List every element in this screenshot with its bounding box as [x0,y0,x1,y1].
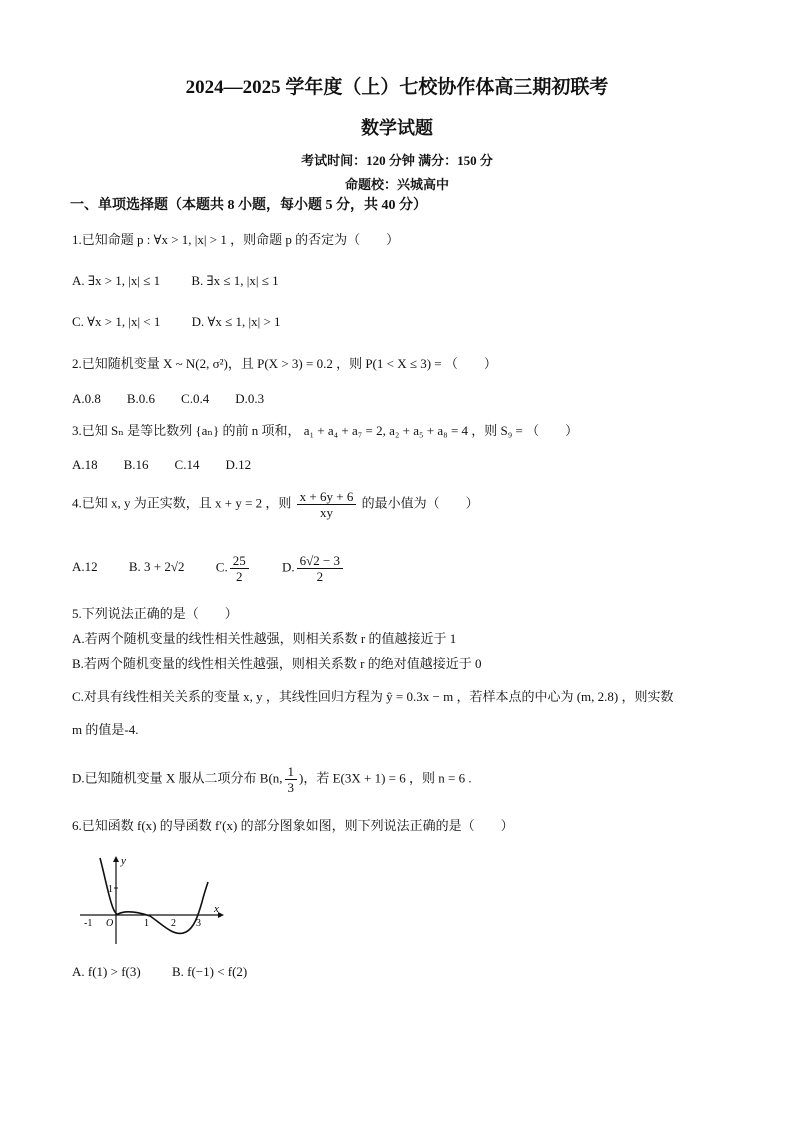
q5-option-a: A.若两个随机变量的线性相关性越强，则相关系数 r 的值越接近于 1 [72,631,457,646]
q4-stem-pre: 4.已知 x, y 为正实数，且 x + y = 2 ，则 [72,495,292,511]
q1-option-a: A. ∃x > 1, |x| ≤ 1 [72,273,161,288]
q4-fraction [297,489,357,520]
q4-frac-num: x + 6y + 6 [297,489,357,505]
q6-option-a: A. f(1) > f(3) [72,964,141,979]
q4-stem-post: 的最小值为（ ） [361,495,479,511]
section-heading: 一、单项选择题（本题共 8 小题，每小题 5 分，共 40 分） [70,198,427,213]
x-tick-2: 2 [171,918,176,929]
subject-title: 数学试题 [361,118,433,138]
exam-title: 2024—2025 学年度（上）七校协作体高三期初联考 [185,77,609,98]
q4-option-d-num: 6√2 − 3 [297,553,343,569]
q3-options: A.18 B.16 C.14 D.12 [72,457,252,472]
y-axis-label: y [121,855,126,867]
q4-option-d-den: 2 [316,569,324,584]
q1-option-d: D. ∀x ≤ 1, |x| > 1 [191,314,281,329]
q1-option-b: B. ∃x ≤ 1, |x| ≤ 1 [191,273,279,288]
x-tick-neg1: -1 [84,918,93,929]
q4-option-b: B. 3 + 2√2 [128,559,185,575]
q4-option-d-label: D. [281,559,295,575]
q5-option-c-cont: m 的值是-4. [72,722,139,737]
y-axis-arrow [113,856,119,862]
q5-option-d [72,764,472,795]
q3-stem: 3.已知 Sₙ 是等比数列 {aₙ} 的前 n 项和， a₁ + a₄ + a₇ = 2, a₂ + a₅ + a₈ = 4 ，则 S₉ = （ ） [72,423,579,438]
q4-options [72,553,373,584]
q6-stem: 6.已知函数 f(x) 的导函数 f′(x) 的部分图象如图，则下列说法正确的是（ ） [72,818,514,833]
q4-frac-den: xy [320,505,333,520]
q1-stem: 1.已知命题 p : ∀x > 1, |x| > 1 ，则命题 p 的否定为（ ） [72,232,400,247]
q6-option-b: B. f(−1) < f(2) [171,964,248,979]
q4-stem [72,489,479,520]
q4-option-c-den: 2 [235,569,243,584]
q2-stem: 2.已知随机变量 X ~ N(2, σ²)，且 P(X > 3) = 0.2 ，则 P(1 < X ≤ 3) = （ ） [72,356,497,371]
q5-option-d-frac [285,764,298,795]
q1-option-c: C. ∀x > 1, |x| < 1 [72,314,161,329]
q5-stem: 5.下列说法正确的是（ ） [72,606,238,621]
q4-option-c-num: 25 [230,553,249,569]
school-info: 命题校：兴城高中 [344,177,449,192]
q5-option-d-num: 1 [285,764,298,780]
x-tick-3: 3 [196,918,201,929]
q4-option-a: A.12 [72,559,98,575]
x-axis-arrow [218,912,224,918]
y-tick-label: 1 [108,884,113,895]
q4-option-d [282,553,345,584]
origin-label: O [106,918,114,929]
q5-option-d-pre: D.已知随机变量 X 服从二项分布 B(n, [72,770,283,786]
exam-info: 考试时间：120 分钟 满分：150 分 [301,153,493,168]
q1-options-row2 [72,313,309,331]
q1-options-row1 [72,272,307,290]
q5-option-b: B.若两个随机变量的线性相关性越强，则相关系数 r 的绝对值越接近于 0 [72,656,482,671]
q4-option-d-frac [297,553,343,584]
q5-option-c: C.对具有线性相关关系的变量 x, y ，其线性回归方程为 ŷ = 0.3x − m ，若样本点的中心为 (m, 2.8) ，则实数 [72,689,674,704]
x-axis-label: x [214,903,219,915]
q2-options: A.0.8 B.0.6 C.0.4 D.0.3 [72,391,265,406]
q5-option-d-den: 3 [287,780,295,795]
q4-option-c-frac [230,553,249,584]
q4-option-c [216,553,251,584]
q6-options [72,963,275,981]
q4-option-c-label: C. [215,559,228,575]
x-tick-1: 1 [144,918,149,929]
derivative-graph [78,854,228,946]
q5-option-d-post: )，若 E(3X + 1) = 6 ，则 n = 6 . [299,770,472,786]
